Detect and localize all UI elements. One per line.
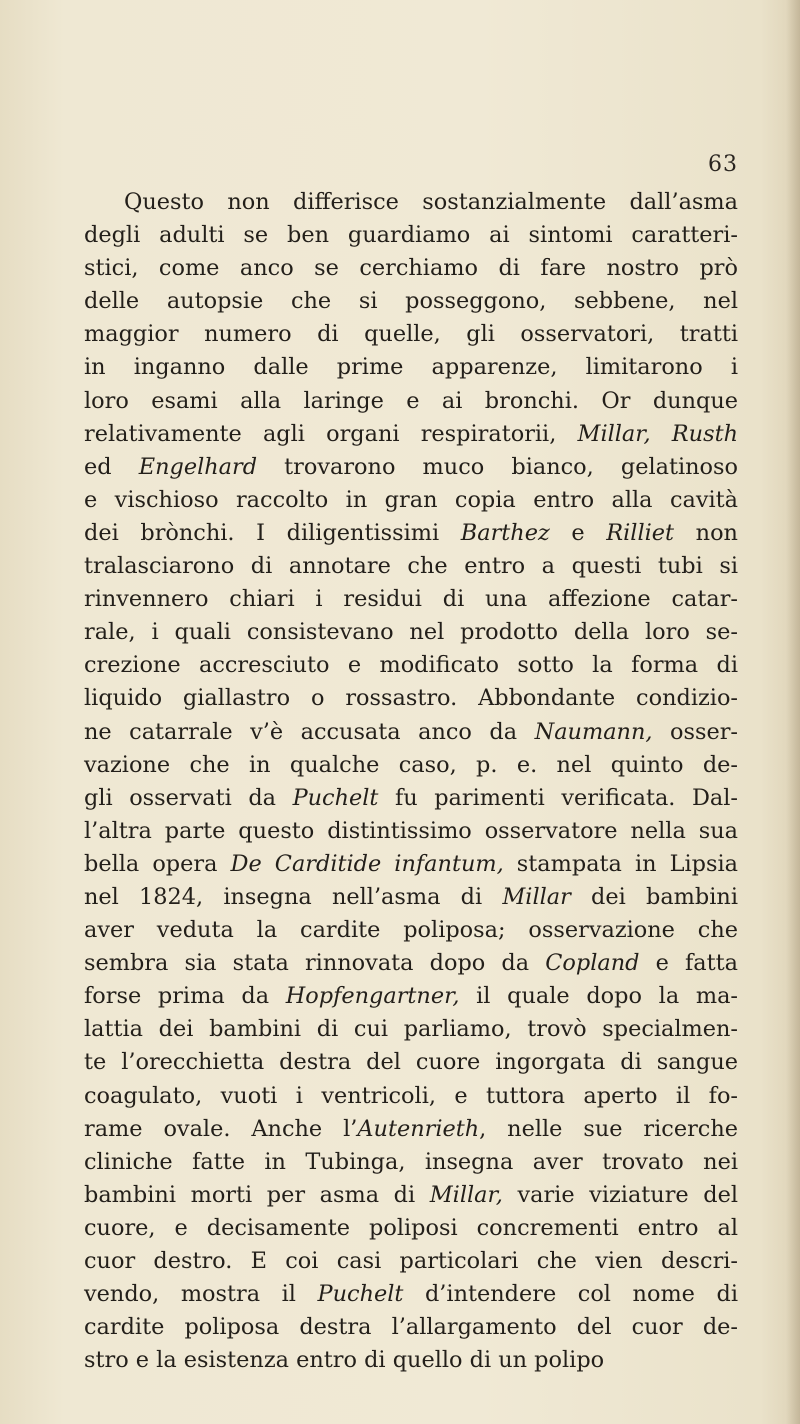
text-segment: cliniche fatte in Tubinga, insegna aver trovato nei: [84, 1148, 738, 1175]
text-line: [84, 848, 738, 881]
page-number: 63: [708, 152, 738, 177]
text-line: [84, 1278, 738, 1311]
text-segment: cuore, e decisamente poliposi concrementi entro al: [84, 1214, 738, 1241]
text-line: [84, 418, 738, 451]
text-segment: te l’orecchietta destra del cuore ingorgata di sangue: [84, 1049, 738, 1076]
text-segment: fu parimenti verificata. Dal-: [378, 784, 739, 811]
text-line: [84, 318, 738, 351]
italic-name: Millar,: [429, 1181, 503, 1208]
text-line: [84, 1212, 738, 1245]
text-line: [84, 1311, 738, 1344]
text-segment: bella opera: [84, 850, 231, 877]
italic-name: De Carditide infantum,: [230, 850, 504, 877]
text-segment: loro esami alla laringe e ai bronchi. Or dunque: [84, 387, 738, 414]
italic-name: Rilliet: [606, 519, 675, 546]
text-segment: liquido giallastro o rossastro. Abbondante condizio-: [84, 685, 738, 712]
text-segment: Questo non differisce sostanzialmente dall’asma: [124, 189, 738, 215]
text-line: [84, 1046, 738, 1079]
text-segment: d’intendere col nome di: [403, 1281, 738, 1308]
italic-name: Barthez: [460, 519, 550, 546]
text-segment: delle autopsie che si posseggono, sebbene, nel: [84, 288, 738, 315]
text-line: [84, 815, 738, 848]
text-segment: rale, i quali consistevano nel prodotto della loro se-: [84, 619, 738, 646]
body-text: [84, 186, 738, 1377]
text-segment: rinvennero chiari i residui di una affezione catar-: [84, 586, 738, 613]
text-segment: dei brònchi. I diligentissimi: [84, 519, 461, 546]
text-segment: crezione accresciuto e modificato sotto la forma di: [84, 652, 738, 679]
text-line: [84, 980, 738, 1013]
text-segment: non: [674, 519, 738, 546]
text-segment: e: [549, 519, 607, 546]
text-segment: vazione che in qualche caso, p. e. nel quinto de-: [84, 751, 738, 778]
text-line: [84, 252, 738, 285]
text-line: [84, 1344, 738, 1377]
text-line: [84, 1113, 738, 1146]
italic-name: Puchelt: [317, 1281, 404, 1308]
text-segment: , nelle sue ricerche: [479, 1115, 738, 1142]
text-line: [84, 451, 738, 484]
text-segment: tralasciarono di annotare che entro a questi tubi si: [84, 553, 738, 580]
text-segment: ed: [84, 453, 139, 480]
page-edge-shadow: [786, 0, 800, 1424]
text-line: [84, 716, 738, 749]
text-line: [84, 914, 738, 947]
italic-name: Engelhard: [138, 453, 258, 480]
text-segment: forse prima da: [84, 983, 286, 1010]
text-segment: ne catarrale v’è accusata anco da: [84, 718, 535, 745]
text-segment: degli adulti se ben guardiamo ai sintomi caratteri-: [84, 222, 738, 249]
text-segment: e vischioso raccolto in gran copia entro alla cavità: [84, 486, 738, 513]
text-line: [84, 1080, 738, 1113]
text-line: [84, 881, 738, 914]
italic-name: Naumann,: [534, 718, 653, 745]
text-segment: stro e la esistenza entro di quello di un polipo: [84, 1347, 605, 1374]
text-line: [84, 649, 738, 682]
text-line: [84, 616, 738, 649]
text-segment: cardite poliposa destra l’allargamento del cuor de-: [84, 1314, 738, 1341]
text-line: [84, 682, 738, 715]
text-segment: relativamente agli organi respiratorii,: [84, 420, 578, 447]
text-segment: varie viziature del: [502, 1181, 739, 1208]
text-segment: sembra sia stata rinnovata dopo da: [84, 950, 546, 977]
text-segment: coagulato, vuoti i ventricoli, e tuttora aperto il fo-: [84, 1082, 738, 1109]
text-line: [84, 186, 738, 219]
text-line: [84, 583, 738, 616]
text-segment: e fatta: [639, 950, 739, 977]
text-line: [84, 484, 738, 517]
text-segment: l’altra parte questo distintissimo osservatore nella sua: [84, 817, 738, 844]
text-line: [84, 1179, 738, 1212]
text-line: [84, 285, 738, 318]
text-segment: in inganno dalle prime apparenze, limitarono i: [84, 354, 738, 381]
italic-name: Hopfengartner,: [285, 983, 460, 1010]
text-segment: rame ovale. Anche l’: [84, 1115, 358, 1142]
italic-name: Autenrieth: [357, 1115, 480, 1142]
text-segment: gli osservati da: [84, 784, 293, 811]
text-line: [84, 550, 738, 583]
italic-name: Millar: [502, 883, 571, 910]
italic-name: Puchelt: [292, 784, 379, 811]
italic-name: Millar, Rusth: [577, 420, 738, 447]
text-line: [84, 351, 738, 384]
text-line: [84, 219, 738, 252]
italic-name: Copland: [545, 950, 640, 977]
text-line: [84, 517, 738, 550]
text-line: [84, 385, 738, 418]
text-segment: dei bambini: [570, 883, 738, 910]
text-segment: lattia dei bambini di cui parliamo, trovò specialmen-: [84, 1016, 738, 1043]
text-segment: aver veduta la cardite poliposa; osservazione che: [84, 917, 738, 944]
text-line: [84, 1245, 738, 1278]
text-segment: vendo, mostra il: [84, 1281, 318, 1308]
text-segment: stici, come anco se cerchiamo di fare nostro prò: [84, 255, 738, 282]
text-line: [84, 782, 738, 815]
text-segment: trovarono muco bianco, gelatinoso: [257, 453, 739, 480]
text-line: [84, 1146, 738, 1179]
text-segment: osser-: [652, 718, 738, 745]
text-line: [84, 1013, 738, 1046]
text-segment: nel 1824, insegna nell’asma di: [84, 883, 503, 910]
text-segment: stampata in Lipsia: [503, 850, 738, 877]
text-segment: il quale dopo la ma-: [459, 983, 738, 1010]
text-segment: cuor destro. E coi casi particolari che vien descri-: [84, 1248, 738, 1274]
text-line: [84, 947, 738, 980]
text-segment: maggior numero di quelle, gli osservatori, tratti: [84, 321, 738, 348]
text-segment: bambini morti per asma di: [84, 1181, 430, 1208]
text-line: [84, 749, 738, 782]
